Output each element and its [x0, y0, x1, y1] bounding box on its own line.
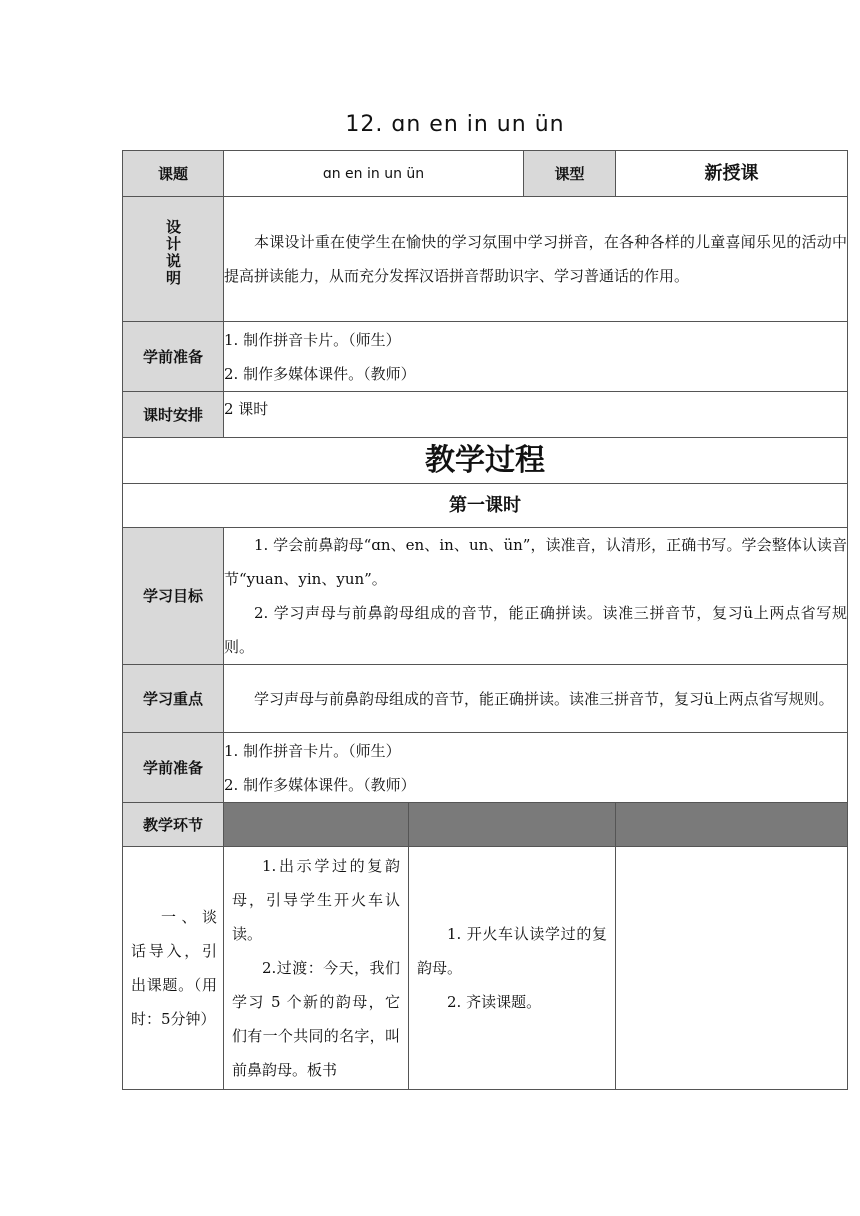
goals-text	[224, 528, 848, 665]
topic-row	[123, 151, 848, 197]
student-step: 2. 齐读课题。	[447, 993, 542, 1011]
key-points-row	[123, 665, 848, 733]
student-activity-header	[409, 803, 616, 847]
page-title: 12. ɑn en in un ün	[345, 112, 565, 137]
section1-notes	[616, 847, 848, 1090]
goals-label: 学习目标	[123, 528, 224, 665]
type-value: 新授课	[616, 151, 848, 197]
teacher-step: 1.出示学过的复韵母，引导学生开火车认读。	[232, 857, 400, 943]
prep1-row	[123, 322, 848, 392]
section1-name: 一、谈话导入，引出课题。（用时：5分钟）	[123, 847, 224, 1090]
design-label	[123, 197, 224, 322]
teacher-activity-header	[224, 803, 409, 847]
key-points-text: 学习声母与前鼻韵母组成的音节，能正确拼读。读准三拼音节，复习ü上两点省写规则。	[224, 665, 848, 733]
type-label: 课型	[524, 151, 616, 197]
lesson-heading: 第一课时	[123, 484, 848, 528]
design-text: 本课设计重在使学生在愉快的学习氛围中学习拼音，在各种各样的儿童喜闻乐见的活动中提高拼读能力，从而充分发挥汉语拼音帮助识字、学习普通话的作用。	[224, 197, 848, 322]
section1-row	[123, 847, 848, 1090]
schedule-value: 2 课时	[224, 392, 848, 438]
process-heading-row	[123, 438, 848, 484]
prep2-list	[224, 733, 848, 803]
design-row	[123, 197, 848, 322]
student-step: 1. 开火车认读学过的复韵母。	[417, 925, 607, 977]
prep1-item: 2. 制作多媒体课件。（教师）	[224, 364, 416, 383]
steps-header-row	[123, 803, 848, 847]
design-label-text: 设计说明	[164, 219, 182, 287]
key-points-label: 学习重点	[123, 665, 224, 733]
goal-item: 2. 学习声母与前鼻韵母组成的音节，能正确拼读。读准三拼音节，复习ü上两点省写规则。	[224, 604, 847, 656]
notes-header	[616, 803, 848, 847]
steps-label: 教学环节	[123, 803, 224, 847]
prep2-item: 2. 制作多媒体课件。（教师）	[224, 775, 416, 794]
prep2-label: 学前准备	[123, 733, 224, 803]
prep1-label: 学前准备	[123, 322, 224, 392]
lesson-heading-row	[123, 484, 848, 528]
prep2-item: 1. 制作拼音卡片。（师生）	[224, 741, 401, 760]
schedule-row	[123, 392, 848, 438]
lesson-plan-table	[122, 150, 848, 1090]
topic-label: 课题	[123, 151, 224, 197]
goals-row	[123, 528, 848, 665]
prep1-item: 1. 制作拼音卡片。（师生）	[224, 330, 401, 349]
section1-student	[409, 847, 616, 1090]
topic-value: ɑn en in un ün	[224, 151, 524, 197]
section1-teacher	[224, 847, 409, 1090]
prep2-row	[123, 733, 848, 803]
process-heading: 教学过程	[123, 438, 848, 484]
prep1-list	[224, 322, 848, 392]
schedule-label: 课时安排	[123, 392, 224, 438]
teacher-step: 2.过渡：今天，我们学习 5 个新的韵母，它们有一个共同的名字，叫前鼻韵母。板书	[232, 959, 400, 1079]
goal-item: 1. 学会前鼻韵母“ɑn、en、in、un、ün”，读准音，认清形，正确书写。学会整体认读音节“yuan、yin、yun”。	[224, 536, 847, 588]
